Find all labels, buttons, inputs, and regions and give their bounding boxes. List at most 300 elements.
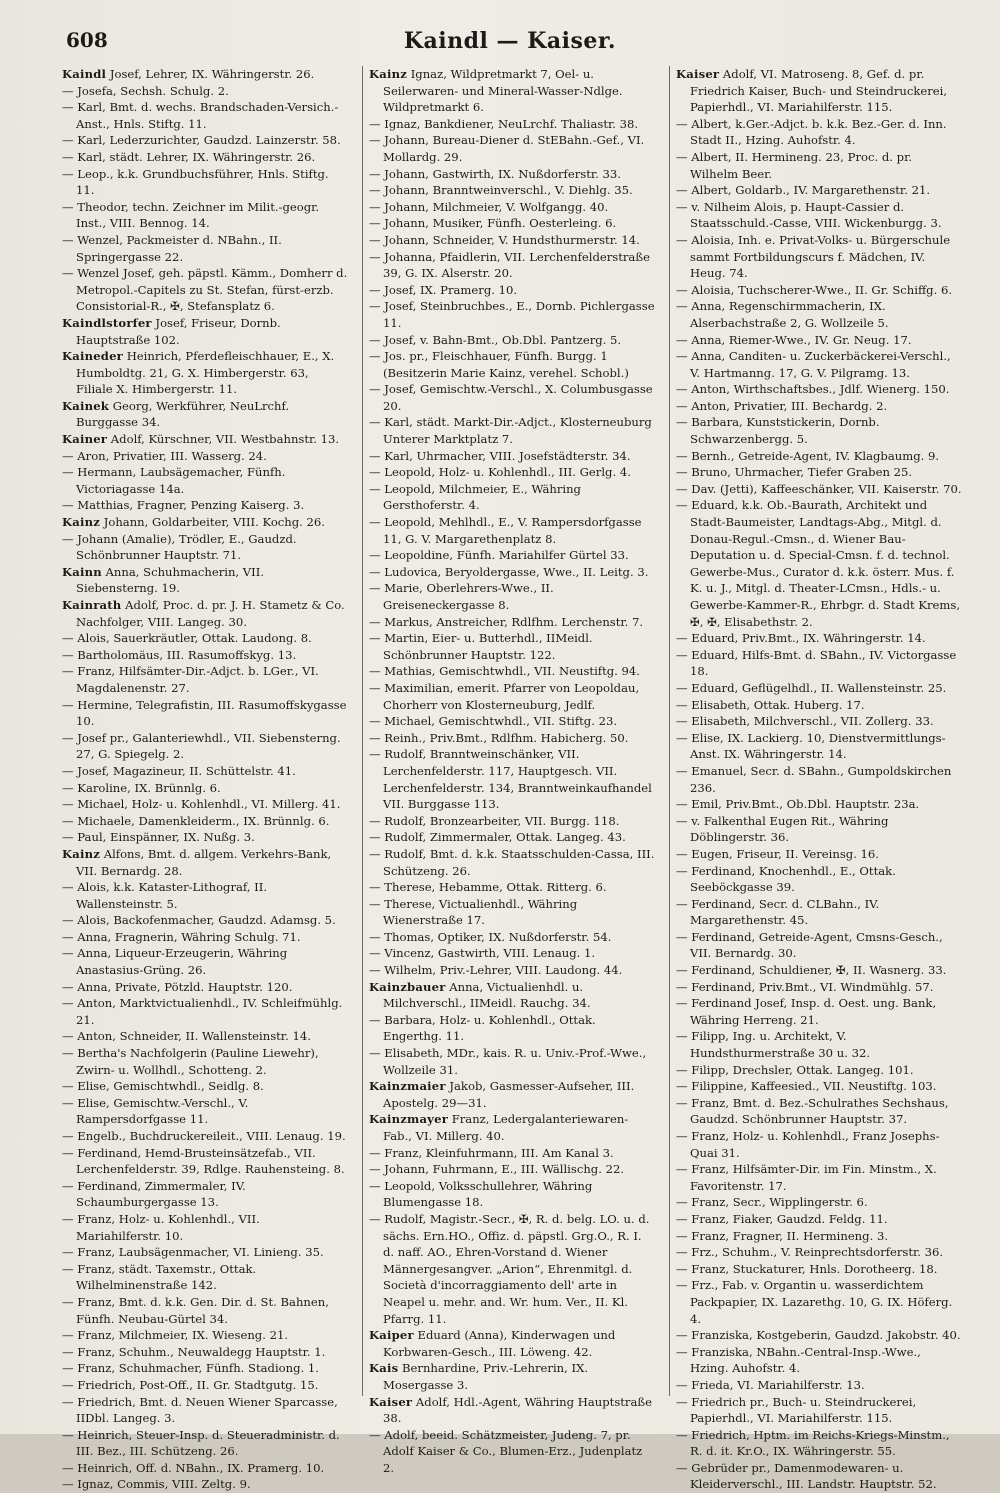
entry-text: — Elise, Gemischtwhdl., Seidlg. 8. [62,1079,264,1094]
directory-entry [62,497,348,514]
entry-text: — Karl, Uhrmacher, VIII. Josefstädterstr. 34. [369,448,631,463]
directory-entry [676,282,962,299]
entry-surname: Kainzbauer [369,979,446,994]
directory-entry [62,448,348,465]
entry-text: — Franziska, Kostgeberin, Gaudzd. Jakobstr. 40. [676,1328,961,1343]
directory-entry [62,348,348,398]
entry-text: — Leopoldine, Fünfh. Mariahilfer Gürtel 33. [369,548,629,563]
entry-text: Adolf, Kürschner, VII. Westbahnstr. 13. [110,432,340,447]
entry-text: — Wenzel, Packmeister d. NBahn., II. Springergasse 22. [62,232,282,264]
entry-text: Josef, Friseur, Dornb. Hauptstraße 102. [76,315,281,347]
entry-text: — Jos. pr., Fleischhauer, Fünfh. Burgg. 1 (Besitzerin Marie Kainz, verehel. Schobl.) [369,349,629,380]
directory-entry [369,448,655,465]
directory-entry [676,730,962,763]
entry-text: — Franz, Kleinfuhrmann, III. Am Kanal 3. [369,1145,614,1160]
entry-text: — Mathias, Gemischtwhdl., VII. Neustiftg. 94. [369,664,640,679]
entry-text: — Eduard, Priv.Bmt., IX. Währingerstr. 14. [676,631,926,646]
directory-entry [62,149,348,166]
directory-entry [62,1211,348,1244]
page-number: 608 [66,28,108,52]
directory-entry [676,995,962,1028]
directory-entry [62,464,348,497]
directory-entry [369,414,655,447]
directory-entry [676,1095,962,1128]
entry-text: Jakob, Gasmesser-Aufseher, III. Apostelg. 29—31. [383,1079,635,1110]
directory-entry [369,249,655,282]
directory-entry [676,332,962,349]
directory-entry [62,66,348,83]
directory-entry [676,232,962,282]
entry-text: Bernhardine, Priv.-Lehrerin, IX. Mosergasse 3. [383,1361,589,1392]
directory-entry [62,1377,348,1394]
directory-entry [62,431,348,448]
directory-entry [676,298,962,331]
directory-entry [369,929,655,946]
directory-entry [369,663,655,680]
entry-text: Ignaz, Wildpretmarkt 7, Oel- u. Seilerwaren- und Mineral-Wasser-Ndlge. Wildpretmarkt 6. [383,67,623,115]
directory-entry [369,962,655,979]
entry-text: — Franz, Holz- u. Kohlenhdl., VII. Mariahilferstr. 10. [62,1211,260,1243]
column-left [62,66,348,1492]
entry-text: — Franz, Bmt. d. Bez.-Schulrathes Sechshaus, Gaudzd. Schönbrunner Hauptstr. 37. [676,1095,949,1127]
directory-entry [62,1078,348,1095]
directory-entry [676,979,962,996]
entry-text: — Ignaz, Commis, VIII. Zeltg. 9. [62,1477,251,1492]
directory-entry [369,282,655,299]
entry-text: — Marie, Oberlehrers-Wwe., II. Greiseneckergasse 8. [369,581,554,612]
directory-entry [676,680,962,697]
entry-text: — Barbara, Holz- u. Kohlenhdl., Ottak. Engerthg. 11. [369,1012,596,1044]
entry-text: — Anton, Marktvictualienhdl., IV. Schleifmühlg. 21. [62,996,343,1027]
entry-text: — Leopold, Holz- u. Kohlenhdl., III. Gerlg. 4. [369,465,631,480]
directory-entry [62,1128,348,1145]
directory-entry [62,1028,348,1045]
directory-entry [676,1277,962,1327]
entry-text: — Alois, k.k. Kataster-Lithograf, II. Wallensteinstr. 5. [62,880,268,911]
directory-entry [62,1294,348,1327]
directory-entry [369,614,655,631]
directory-entry [62,879,348,912]
entry-text: — Anton, Privatier, III. Bechardg. 2. [676,398,888,413]
entry-text: — Rudolf, Bmt. d. k.k. Staatsschulden-Cassa, III. Schützeng. 26. [369,846,655,878]
entry-surname: Kaindlstorfer [62,315,152,330]
entry-text: Franz, Ledergalanteriewaren-Fab., VI. Millerg. 40. [383,1112,629,1143]
entry-text: — Karl, Bmt. d. wechs. Brandschaden-Versich.-Anst., Hnls. Stiftg. 11. [62,100,339,131]
directory-entry [62,780,348,797]
directory-entry [62,1095,348,1128]
directory-entry [62,1261,348,1294]
directory-entry [676,1062,962,1079]
directory-entry [369,1012,655,1045]
entry-text: — Albert, Goldarb., IV. Margarethenstr. 21. [676,183,931,198]
entry-text: — Anna, Riemer-Wwe., IV. Gr. Neug. 17. [676,332,912,347]
entry-text: — Johann, Schneider, V. Hundsthurmerstr. 14. [369,232,640,247]
directory-entry [369,547,655,564]
entry-text: — Elise, Gemischtw.-Verschl., V. Rampersdorfgasse 11. [62,1095,249,1127]
directory-entry [676,647,962,680]
directory-entry [369,381,655,414]
directory-entry [369,945,655,962]
entry-text: — Alois, Backofenmacher, Gaudzd. Adamsg. 5. [62,913,336,928]
directory-entry [369,829,655,846]
entry-text: — Franz, Bmt. d. k.k. Gen. Dir. d. St. Bahnen, Fünfh. Neubau-Gürtel 34. [62,1294,329,1326]
directory-entry [62,663,348,696]
directory-entry [676,630,962,647]
entry-text: Anna, Schuhmacherin, VII. Siebensterng. 19. [76,564,265,596]
entry-surname: Kainrath [62,598,122,612]
entry-text: — Josef, Steinbruchbes., E., Dornb. Pichlergasse 11. [369,299,655,330]
entry-text: — Ferdinand, Knochenhdl., E., Ottak. Seeböckgasse 39. [676,863,896,895]
entry-text: — Franz, Stuckaturer, Hnls. Dorotheerg. 18. [676,1261,938,1276]
directory-entry [676,763,962,796]
entry-text: — Rudolf, Branntweinschänker, VII. Lerchenfelderstr. 117, Hauptgesch. VII. Lerchenfelderstr. 134, Branntweinkaufhandel VII. Burggasse 113. [369,747,652,812]
entry-text: — Johann, Gastwirth, IX. Nußdorferstr. 33. [369,166,621,181]
directory-entry [676,348,962,381]
entry-text: — Markus, Anstreicher, Rdlfhm. Lerchenstr. 7. [369,614,644,629]
entry-text: — Anna, Canditen- u. Zuckerbäckerei-Verschl., V. Hartmanng. 17, G. V. Pilgramg. 13. [676,349,951,380]
entry-text: — Johanna, Pfaidlerin, VII. Lerchenfelderstraße 39, G. IX. Alserstr. 20. [369,249,650,281]
directory-entry [62,829,348,846]
entry-text: Alfons, Bmt. d. allgem. Verkehrs-Bank, VII. Bernardg. 28. [76,846,332,878]
directory-entry [676,199,962,232]
directory-entry [62,647,348,664]
directory-entry [62,1427,348,1460]
directory-entry [62,1244,348,1261]
directory-entry [676,697,962,714]
entry-text: — Rudolf, Magistr.-Secr., ✠, R. d. belg. LO. u. d. sächs. Ern.HO., Offiz. d. päpstl. Grg.O., R. I. d. naff. AO., Ehren-Vorstand d. Wiener Männergesangver. „Arion“, Ehrenmitgl. d. Società d'incorraggiamento dell' arte in Neapel u. mehr. and. Wr. hum. Ver., II. Kl. Pfarrg. 11. [369,1211,650,1326]
entry-text: — Anna, Regenschirmmacherin, IX. Alserbachstraße 2, G. Wollzeile 5. [676,299,889,330]
entry-text: — Rudolf, Zimmermaler, Ottak. Langeg. 43. [369,830,626,845]
entry-text: — Paul, Einspänner, IX. Nußg. 3. [62,830,255,845]
entry-text: — Josef pr., Galanteriewhdl., VII. Siebensterng. 27, G. Spiegelg. 2. [62,730,341,762]
entry-text: — Ferdinand, Secr. d. CLBahn., IV. Margarethenstr. 45. [676,896,880,928]
directory-entry [369,713,655,730]
entry-text: — Leopold, Mehlhdl., E., V. Rampersdorfgasse 11, G. V. Margarethenplatz 8. [369,515,642,546]
directory-entry [369,1045,655,1078]
directory-entry [676,1194,962,1211]
entry-surname: Kais [369,1361,399,1376]
directory-entry [62,1360,348,1377]
directory-entry [62,564,348,597]
entry-surname: Kaiser [676,67,720,81]
directory-entry [676,497,962,630]
entry-text: — Filipp, Ing. u. Architekt, V. Hundsthurmerstraße 30 u. 32. [676,1029,871,1061]
entry-text: — Heinrich, Off. d. NBahn., IX. Pramerg. 10. [62,1460,325,1475]
entry-text: Heinrich, Pferdefleischhauer, E., X. Humboldtg. 21, G. X. Himbergerstr. 63, Filiale X. Himbergerstr. 11. [76,349,335,397]
directory-entry [676,813,962,846]
entry-surname: Kainzmayer [369,1112,449,1127]
entry-text: — Wenzel Josef, geh. päpstl. Kämm., Domherr d. Metropol.-Capitels zu St. Stefan, fürst-erzb. Consistorial-R., ✠, Stefansplatz 6. [62,266,348,314]
directory-entry [369,1394,655,1427]
directory-entry [369,215,655,232]
entry-text: — Michael, Gemischtwhdl., VII. Stiftg. 23. [369,714,618,729]
entry-text: — Anna, Liqueur-Erzeugerin, Währing Anastasius-Grüng. 26. [62,946,288,978]
entry-surname: Kainz [369,67,408,81]
entry-text: — Karl, Lederzurichter, Gaudzd. Lainzerstr. 58. [62,133,341,148]
entry-text: — Reinh., Priv.Bmt., Rdlfhm. Habicherg. 50. [369,730,629,745]
directory-entry [62,232,348,265]
directory-entry [62,846,348,879]
entry-text: — Johann, Branntweinverschl., V. Diehlg. 35. [369,183,633,198]
directory-entry [369,1360,655,1393]
entry-text: — Filippine, Kaffeesied., VII. Neustiftg. 103. [676,1079,937,1094]
entry-text: — Leopold, Milchmeier, E., Währing Gersthoferstr. 4. [369,481,581,513]
entry-text: — Matthias, Fragner, Penzing Kaiserg. 3. [62,498,305,513]
directory-entry [369,1161,655,1178]
entry-text: — Franz, Fragner, II. Hermineng. 3. [676,1228,889,1243]
entry-surname: Kainek [62,398,110,413]
directory-entry [676,182,962,199]
entry-text: — Emil, Priv.Bmt., Ob.Dbl. Hauptstr. 23a. [676,797,920,812]
directory-entry [676,414,962,447]
entry-text: — Franz, Hilfsämter-Dir.-Adjct. b. LGer., VI. Magdalenenstr. 27. [62,664,319,695]
entry-text: — Johann, Fuhrmann, E., III. Wällischg. 22. [369,1162,625,1177]
directory-entry [676,116,962,149]
directory-entry [676,398,962,415]
directory-entry [62,912,348,929]
entry-text: — Albert, II. Hermineng. 23, Proc. d. pr. Wilhelm Beer. [676,149,913,181]
directory-entry [676,796,962,813]
directory-entry [62,763,348,780]
entry-text: — Ludovica, Beryoldergasse, Wwe., II. Leitg. 3. [369,564,649,579]
entry-text: Adolf, Proc. d. pr. J. H. Stametz & Co. Nachfolger, VIII. Langeg. 30. [76,598,345,629]
entry-text: — Johann (Amalie), Trödler, E., Gaudzd. Schönbrunner Hauptstr. 71. [62,531,297,563]
entry-text: — Heinrich, Steuer-Insp. d. Steueradministr. d. III. Bez., III. Schützeng. 26. [62,1427,340,1459]
entry-text: — Anton, Schneider, II. Wallensteinstr. 14. [62,1029,311,1044]
directory-entry [62,597,348,630]
entry-text: — Josef, Magazineur, II. Schüttelstr. 41. [62,763,296,778]
entry-text: — Franz, Schuhm., Neuwaldegg Hauptstr. 1. [62,1344,326,1359]
directory-entry [369,514,655,547]
directory-entry [62,1394,348,1427]
directory-entry [62,1327,348,1344]
entry-text: Anna, Victualienhdl. u. Milchverschl., IIMeidl. Rauchg. 34. [383,979,591,1011]
directory-entry [369,1178,655,1211]
entry-text: — Bartholomäus, III. Rasumoffskyg. 13. [62,647,297,662]
directory-entry [369,1111,655,1144]
directory-entry [676,1460,962,1493]
entry-text: — Frieda, VI. Mariahilferstr. 13. [676,1377,865,1392]
entry-text: — Barbara, Kunststickerin, Dornb. Schwarzenbergg. 5. [676,415,880,447]
entry-text: Johann, Goldarbeiter, VIII. Kochg. 26. [103,515,325,530]
directory-entry [62,1145,348,1178]
running-head: Kaindl — Kaiser. [403,28,617,54]
entry-text: — Therese, Victualienhdl., Währing Wienerstraße 17. [369,896,578,928]
entry-text: — Ferdinand Josef, Insp. d. Oest. ung. Bank, Währing Herreng. 21. [676,996,937,1027]
entry-text: — Hermann, Laubsägemacher, Fünfh. Victoriagasse 14a. [62,465,286,496]
entry-text: — Eugen, Friseur, II. Vereinsg. 16. [676,846,879,861]
entry-text: — Johann, Musiker, Fünfh. Oesterleing. 6. [369,216,617,231]
directory-entry [62,199,348,232]
entry-text: — Hermine, Telegrafistin, III. Rasumoffskygasse 10. [62,697,347,729]
directory-entry [676,1228,962,1245]
directory-entry [369,332,655,349]
entry-text: — Franz, Holz- u. Kohlenhdl., Franz Josephs-Quai 31. [676,1129,940,1160]
directory-entry [369,481,655,514]
page-header [60,28,960,64]
entry-text: — Anna, Private, Pötzld. Hauptstr. 120. [62,979,293,994]
directory-entry [369,116,655,133]
directory-entry [62,730,348,763]
directory-entry [62,1045,348,1078]
entry-text: — Michaele, Damenkleiderm., IX. Brünnlg. 6. [62,813,330,828]
directory-entry [676,1261,962,1278]
entry-text: Eduard (Anna), Kinderwagen und Korbwaren-Gesch., III. Löweng. 42. [383,1328,616,1359]
entry-text: — Karl, städt. Markt-Dir.-Adjct., Klosterneuburg Unterer Marktplatz 7. [369,415,652,447]
directory-entry [62,132,348,149]
entry-text: — Leop., k.k. Grundbuchsführer, Hnls. Stiftg. 11. [62,166,329,198]
directory-entry [62,630,348,647]
entry-text: — Ferdinand, Zimmermaler, IV. Schaumburgergasse 13. [62,1178,246,1210]
directory-entry [676,962,962,979]
entry-text: — Friedrich, Bmt. d. Neuen Wiener Sparcasse, IIDbl. Langeg. 3. [62,1394,338,1426]
entry-text: — Albert, k.Ger.-Adjct. b. k.k. Bez.-Ger. d. Inn. Stadt II., Hzing. Auhofstr. 4. [676,116,947,148]
entry-text: — Bernh., Getreide-Agent, IV. Klagbaumg. 9. [676,448,940,463]
entry-text: — v. Nilheim Alois, p. Haupt-Cassier d. Staatsschuld.-Casse, VIII. Wickenburgg. 3. [676,199,942,231]
directory-entry [62,979,348,996]
directory-entry [369,298,655,331]
entry-text: — Johann, Bureau-Diener d. StEBahn.-Gef., VI. Mollardg. 29. [369,133,645,164]
directory-entry [676,863,962,896]
directory-entry [369,199,655,216]
entry-text: — Anna, Fragnerin, Währing Schulg. 71. [62,929,301,944]
entry-text: — Aron, Privatier, III. Wasserg. 24. [62,448,267,463]
entry-text: — Ferdinand, Priv.Bmt., VI. Windmühlg. 57. [676,979,934,994]
entry-surname: Kainn [62,564,102,579]
entry-text: — Maximilian, emerit. Pfarrer von Leopoldau, Chorherr von Klosterneuburg, Jedlf. [369,680,640,712]
entry-text: — Aloisia, Tuchscherer-Wwe., II. Gr. Schiffg. 6. [676,282,953,297]
directory-entry [369,66,655,116]
directory-entry [369,564,655,581]
entry-text: — Franziska, NBahn.-Central-Insp.-Wwe., Hzing. Auhofstr. 4. [676,1344,921,1376]
entry-text: — Frz., Fab. v. Organtin u. wasserdichtem Packpapier, IX. Lazarethg. 10, G. IX. Höferg. 4. [676,1278,953,1326]
entry-text: — Therese, Hebamme, Ottak. Ritterg. 6. [369,880,607,895]
entry-text: — Johann, Milchmeier, V. Wolfgangg. 40. [369,199,609,214]
entry-text: — Franz, Laubsägenmacher, VI. Linieng. 35. [62,1245,324,1260]
entry-text: — Friedrich, Hptm. im Reichs-Kriegs-Minstm., R. d. it. Kr.O., IX. Währingerstr. 55. [676,1427,950,1459]
directory-entry [369,746,655,812]
entry-text: — Franz, Milchmeier, IX. Wieseng. 21. [62,1328,289,1343]
directory-entry [676,846,962,863]
directory-entry [62,995,348,1028]
entry-text: — Franz, Hilfsämter-Dir. im Fin. Minstm., X. Favoritenstr. 17. [676,1162,937,1193]
directory-entry [369,879,655,896]
directory-entry [369,1427,655,1477]
directory-entry [62,531,348,564]
entry-surname: Kaineder [62,349,123,364]
directory-entry [369,132,655,165]
entry-text: — Franz, Fiaker, Gaudzd. Feldg. 11. [676,1211,888,1226]
directory-entry [62,945,348,978]
entry-text: — Leopold, Volksschullehrer, Währing Blumengasse 18. [369,1178,593,1210]
directory-entry [369,630,655,663]
directory-entry [369,846,655,879]
entry-text: — Eduard, Geflügelhdl., II. Wallensteinstr. 25. [676,680,947,695]
directory-entry [62,166,348,199]
entry-text: Josef, Lehrer, IX. Währingerstr. 26. [109,67,315,81]
entry-text: — Alois, Sauerkräutler, Ottak. Laudong. 8. [62,631,312,646]
entry-text: — Rudolf, Bronzearbeiter, VII. Burgg. 118. [369,813,620,828]
entry-text: — Ferdinand, Hemd-Brusteinsätzefab., VII. Lerchenfelderstr. 39, Rdlge. Rauhensteing. 8. [62,1145,345,1177]
directory-entry [676,713,962,730]
directory-entry [369,1327,655,1360]
directory-entry [62,83,348,100]
column-right [669,66,962,1492]
directory-entry [369,680,655,713]
entry-text: — Ignaz, Bankdiener, NeuLrchf. Thaliastr. 38. [369,116,639,131]
entry-text: — Aloisia, Inh. e. Privat-Volks- u. Bürgerschule sammt Fortbildungscurs f. Mädchen, IV. Heug. 74. [676,232,951,281]
entry-text: — Elisabeth, MDr., kais. R. u. Univ.-Prof.-Wwe., Wollzeile 31. [369,1046,647,1077]
entry-text: — Bertha's Nachfolgerin (Pauline Liewehr), Zwirn- u. Wollhdl., Schotteng. 2. [62,1046,319,1077]
entry-text: — Wilhelm, Priv.-Lehrer, VIII. Laudong. 44. [369,963,623,978]
directory-entry [62,315,348,348]
entry-text: — Friedrich, Post-Off., II. Gr. Stadtgutg. 15. [62,1377,319,1392]
entry-text: — Vincenz, Gastwirth, VIII. Lenaug. 1. [369,946,596,961]
entry-surname: Kainzmaier [369,1079,446,1094]
entry-text: — Martin, Eier- u. Butterhdl., IIMeidl. Schönbrunner Hauptstr. 122. [369,631,593,662]
entry-text: — Ferdinand, Schuldiener, ✠, II. Wasnerg. 33. [676,963,947,978]
entry-text: — Theodor, techn. Zeichner im Milit.-geogr. Inst., VIII. Bennog. 14. [62,199,320,231]
directory-entry [62,929,348,946]
directory-entry [676,1078,962,1095]
directory-entry [62,1178,348,1211]
directory-entry [369,464,655,481]
directory-entry [676,1344,962,1377]
entry-text: — Dav. (Jetti), Kaffeeschänker, VII. Kaiserstr. 70. [676,481,962,496]
entry-text: — Josef, v. Bahn-Bmt., Ob.Dbl. Pantzerg. 5. [369,332,622,347]
directory-entry [369,580,655,613]
directory-entry [676,1028,962,1061]
entry-surname: Kainz [62,846,101,861]
columns-container [62,66,962,1492]
directory-entry [62,265,348,315]
entry-text: — Karl, städt. Lehrer, IX. Währingerstr. 26. [62,149,316,164]
entry-text: — Michael, Holz- u. Kohlenhdl., VI. Millerg. 41. [62,797,341,812]
directory-entry [369,1078,655,1111]
directory-entry [62,697,348,730]
directory-entry [676,381,962,398]
directory-entry [62,398,348,431]
entry-text: — Friedrich pr., Buch- u. Steindruckerei, Papierhdl., VI. Mariahilferstr. 115. [676,1394,917,1426]
entry-text: — Ferdinand, Getreide-Agent, Cmsns-Gesch., VII. Bernardg. 30. [676,929,943,961]
entry-text: — Franz, Secr., Wipplingerstr. 6. [676,1195,868,1210]
directory-entry [369,182,655,199]
directory-entry [62,1344,348,1361]
directory-entry [62,1476,348,1493]
directory-entry [676,1377,962,1394]
entry-text: — Josef, IX. Pramerg. 10. [369,282,518,297]
entry-text: — Gebrüder pr., Damenmodewaren- u. Kleiderverschl., III. Landstr. Hauptstr. 52. [676,1460,937,1492]
column-middle [362,66,655,1475]
directory-entry [62,514,348,531]
entry-text: — v. Falkenthal Eugen Rit., Währing Döblingerstr. 36. [676,813,889,845]
entry-text: — Elisabeth, Ottak. Huberg. 17. [676,697,865,712]
directory-entry [62,1460,348,1477]
entry-text: — Karoline, IX. Brünnlg. 6. [62,780,221,795]
directory-entry [369,896,655,929]
entry-text: — Eduard, Hilfs-Bmt. d. SBahn., IV. Victorgasse 18. [676,647,957,679]
directory-entry [369,166,655,183]
directory-entry [369,1145,655,1162]
entry-text: — Filipp, Drechsler, Ottak. Langeg. 101. [676,1062,914,1077]
entry-surname: Kainz [62,515,101,530]
entry-text: — Franz, städt. Taxemstr., Ottak. Wilhelminenstraße 142. [62,1261,257,1293]
directory-entry [676,149,962,182]
directory-entry [369,348,655,381]
entry-text: — Thomas, Optiker, IX. Nußdorferstr. 54. [369,929,612,944]
entry-text: Adolf, Hdl.-Agent, Währing Hauptstraße 38. [383,1394,652,1426]
directory-entry [62,99,348,132]
